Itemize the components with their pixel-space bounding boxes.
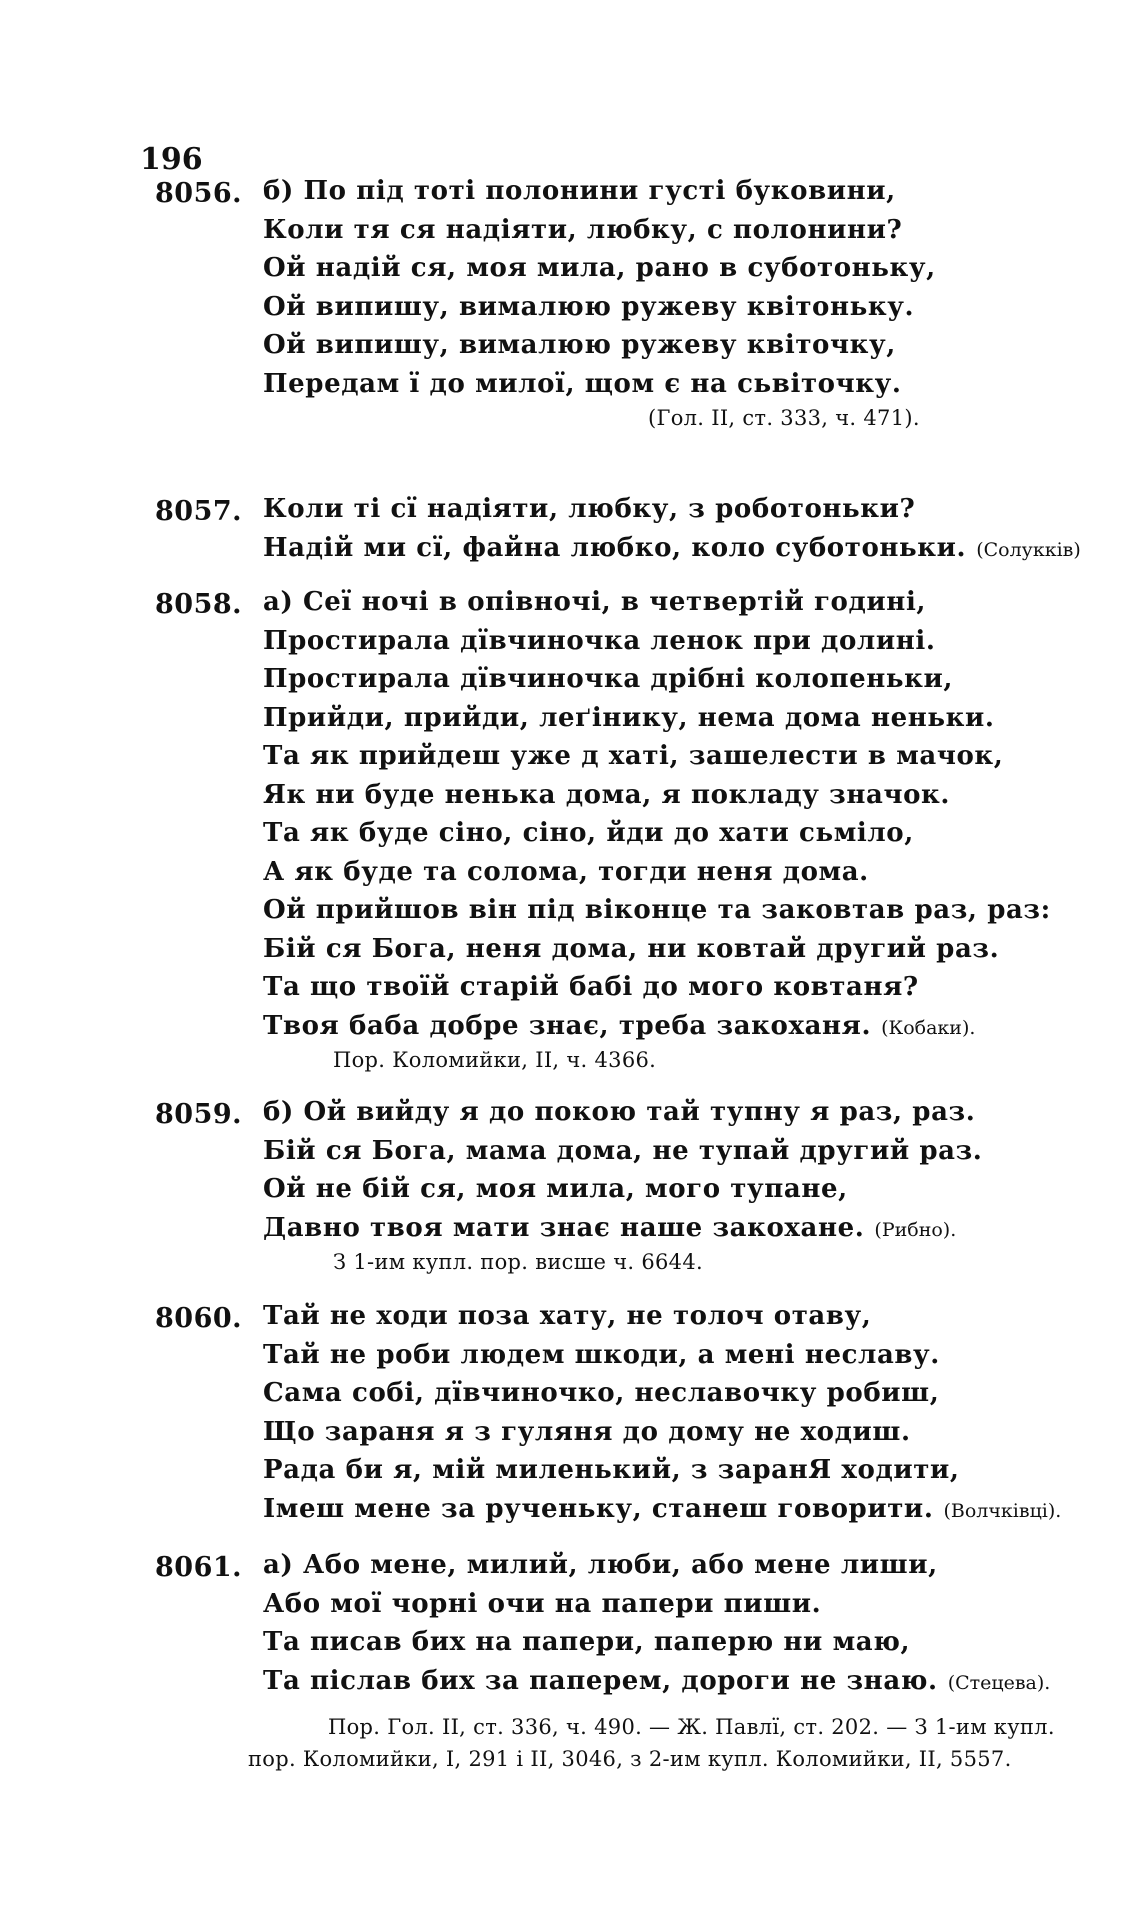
verse-text: Твоя баба добре знає, треба закоханя. bbox=[263, 1010, 872, 1041]
verse-line: Бій ся Бога, мама дома, не тупай другий раз. bbox=[263, 1135, 983, 1166]
verse-text: Надій ми сї, файна любко, коло суботоньки. bbox=[263, 532, 967, 563]
entry-number: 8057. bbox=[155, 496, 243, 527]
verse-line bbox=[263, 1662, 1083, 1701]
verse-lines bbox=[263, 1093, 1083, 1277]
verse-line: Та як буде сіно, сіно, йди до хати сьміло, bbox=[263, 818, 914, 848]
verse-line: Або мої чорні очи на папери пиши. bbox=[263, 1588, 822, 1619]
verse-line: б) По під тоті полонини густі буковини, bbox=[263, 176, 896, 206]
verse-line: Тай не ходи поза хату, не толоч отаву, bbox=[263, 1301, 872, 1331]
verse-line: Та як прийдеш уже д хаті, зашелести в мачок, bbox=[263, 741, 1004, 771]
entry-number: 8059. bbox=[155, 1099, 243, 1130]
reference-note: (Гол. II, ст. 333, ч. 471). bbox=[648, 406, 920, 430]
verse-line: а) Сеї ночі в опівночі, в четвертій годині, bbox=[263, 587, 927, 617]
verse-lines bbox=[263, 1297, 1083, 1528]
verse-line: Передам ї до милої, щом є на сьвіточку. bbox=[263, 368, 902, 399]
reference-note: З 1-им купл. пор. висше ч. 6644. bbox=[333, 1250, 703, 1274]
entry-number: 8058. bbox=[155, 589, 243, 620]
verse-line: Ой прийшов він під віконце та заковтав раз, раз: bbox=[263, 895, 1051, 925]
entry-number: 8056. bbox=[155, 178, 243, 209]
verse-line bbox=[263, 1007, 1083, 1046]
source-location: (Рибно). bbox=[874, 1218, 957, 1241]
verse-line: Тай не роби людем шкоди, а мені неславу. bbox=[263, 1339, 940, 1370]
verse-lines bbox=[263, 172, 1083, 433]
verse-line: Простирала дївчиночка ленок при долині. bbox=[263, 625, 936, 656]
verse-line: Ой випишу, вималюю ружеву квіточку, bbox=[263, 330, 896, 360]
verse-line: Рада би я, мій миленький, з заранЯ ходити, bbox=[263, 1455, 960, 1485]
verse-text: Та післав бих за паперем, дороги не знаю. bbox=[263, 1665, 938, 1696]
verse-line: Що зараня я з гуляня до дому не ходиш. bbox=[263, 1416, 911, 1447]
verse-line: Ой випишу, вималюю ружеву квітоньку. bbox=[263, 291, 915, 322]
verse-line: Коли тя ся надіяти, любку, с полонини? bbox=[263, 214, 903, 245]
verse-lines bbox=[263, 1546, 1083, 1700]
verse-text: Давно твоя мати знає наше закохане. bbox=[263, 1212, 865, 1243]
verse-lines bbox=[263, 490, 1083, 567]
verse-line: А як буде та солома, тогди неня дома. bbox=[263, 856, 869, 887]
verse-line: Простирала дївчиночка дрібні колопеньки, bbox=[263, 664, 954, 694]
reference-note-continued: пор. Коломийки, I, 291 і II, 3046, з 2-им купл. Коломийки, II, 5557. bbox=[248, 1747, 1012, 1771]
entry-number: 8060. bbox=[155, 1303, 243, 1334]
verse-line: Ой не бій ся, моя мила, мого тупане, bbox=[263, 1174, 848, 1204]
reference-note: Пор. Коломийки, II, ч. 4366. bbox=[333, 1048, 657, 1072]
verse-line bbox=[263, 529, 1083, 568]
source-location: (Солукків) bbox=[976, 538, 1081, 561]
reference-note: Пор. Гол. II, ст. 336, ч. 490. — Ж. Павлї, ст. 202. — З 1-им купл. bbox=[328, 1715, 1055, 1739]
page-number: 196 bbox=[140, 142, 203, 177]
source-location: (Волчківці). bbox=[943, 1499, 1062, 1522]
verse-line: Та що твоїй старій бабі до мого ковтаня? bbox=[263, 972, 919, 1002]
verse-text: Імеш мене за рученьку, станеш говорити. bbox=[263, 1493, 934, 1524]
verse-line bbox=[263, 1209, 1083, 1248]
verse-line: б) Ой вийду я до покою тай тупну я раз, раз. bbox=[263, 1097, 976, 1127]
source-location: (Стецева). bbox=[947, 1671, 1051, 1694]
verse-line: Сама собі, дївчиночко, неславочку робиш, bbox=[263, 1378, 940, 1408]
verse-line: Та писав бих на папери, паперю ни маю, bbox=[263, 1627, 911, 1657]
verse-line bbox=[263, 1490, 1083, 1529]
source-location: (Кобаки). bbox=[881, 1016, 976, 1039]
verse-lines bbox=[263, 583, 1083, 1075]
verse-line: Ой надій ся, моя мила, рано в суботоньку, bbox=[263, 253, 936, 283]
verse-line: а) Або мене, милий, люби, або мене лиши, bbox=[263, 1550, 938, 1580]
verse-line: Коли ті сї надіяти, любку, з роботоньки? bbox=[263, 494, 916, 524]
verse-line: Прийди, прийди, леґінику, нема дома неньки. bbox=[263, 702, 995, 733]
verse-line: Як ни буде ненька дома, я покладу значок. bbox=[263, 779, 951, 810]
entry-number: 8061. bbox=[155, 1552, 243, 1583]
verse-line: Бій ся Бога, неня дома, ни ковтай другий раз. bbox=[263, 933, 1000, 964]
